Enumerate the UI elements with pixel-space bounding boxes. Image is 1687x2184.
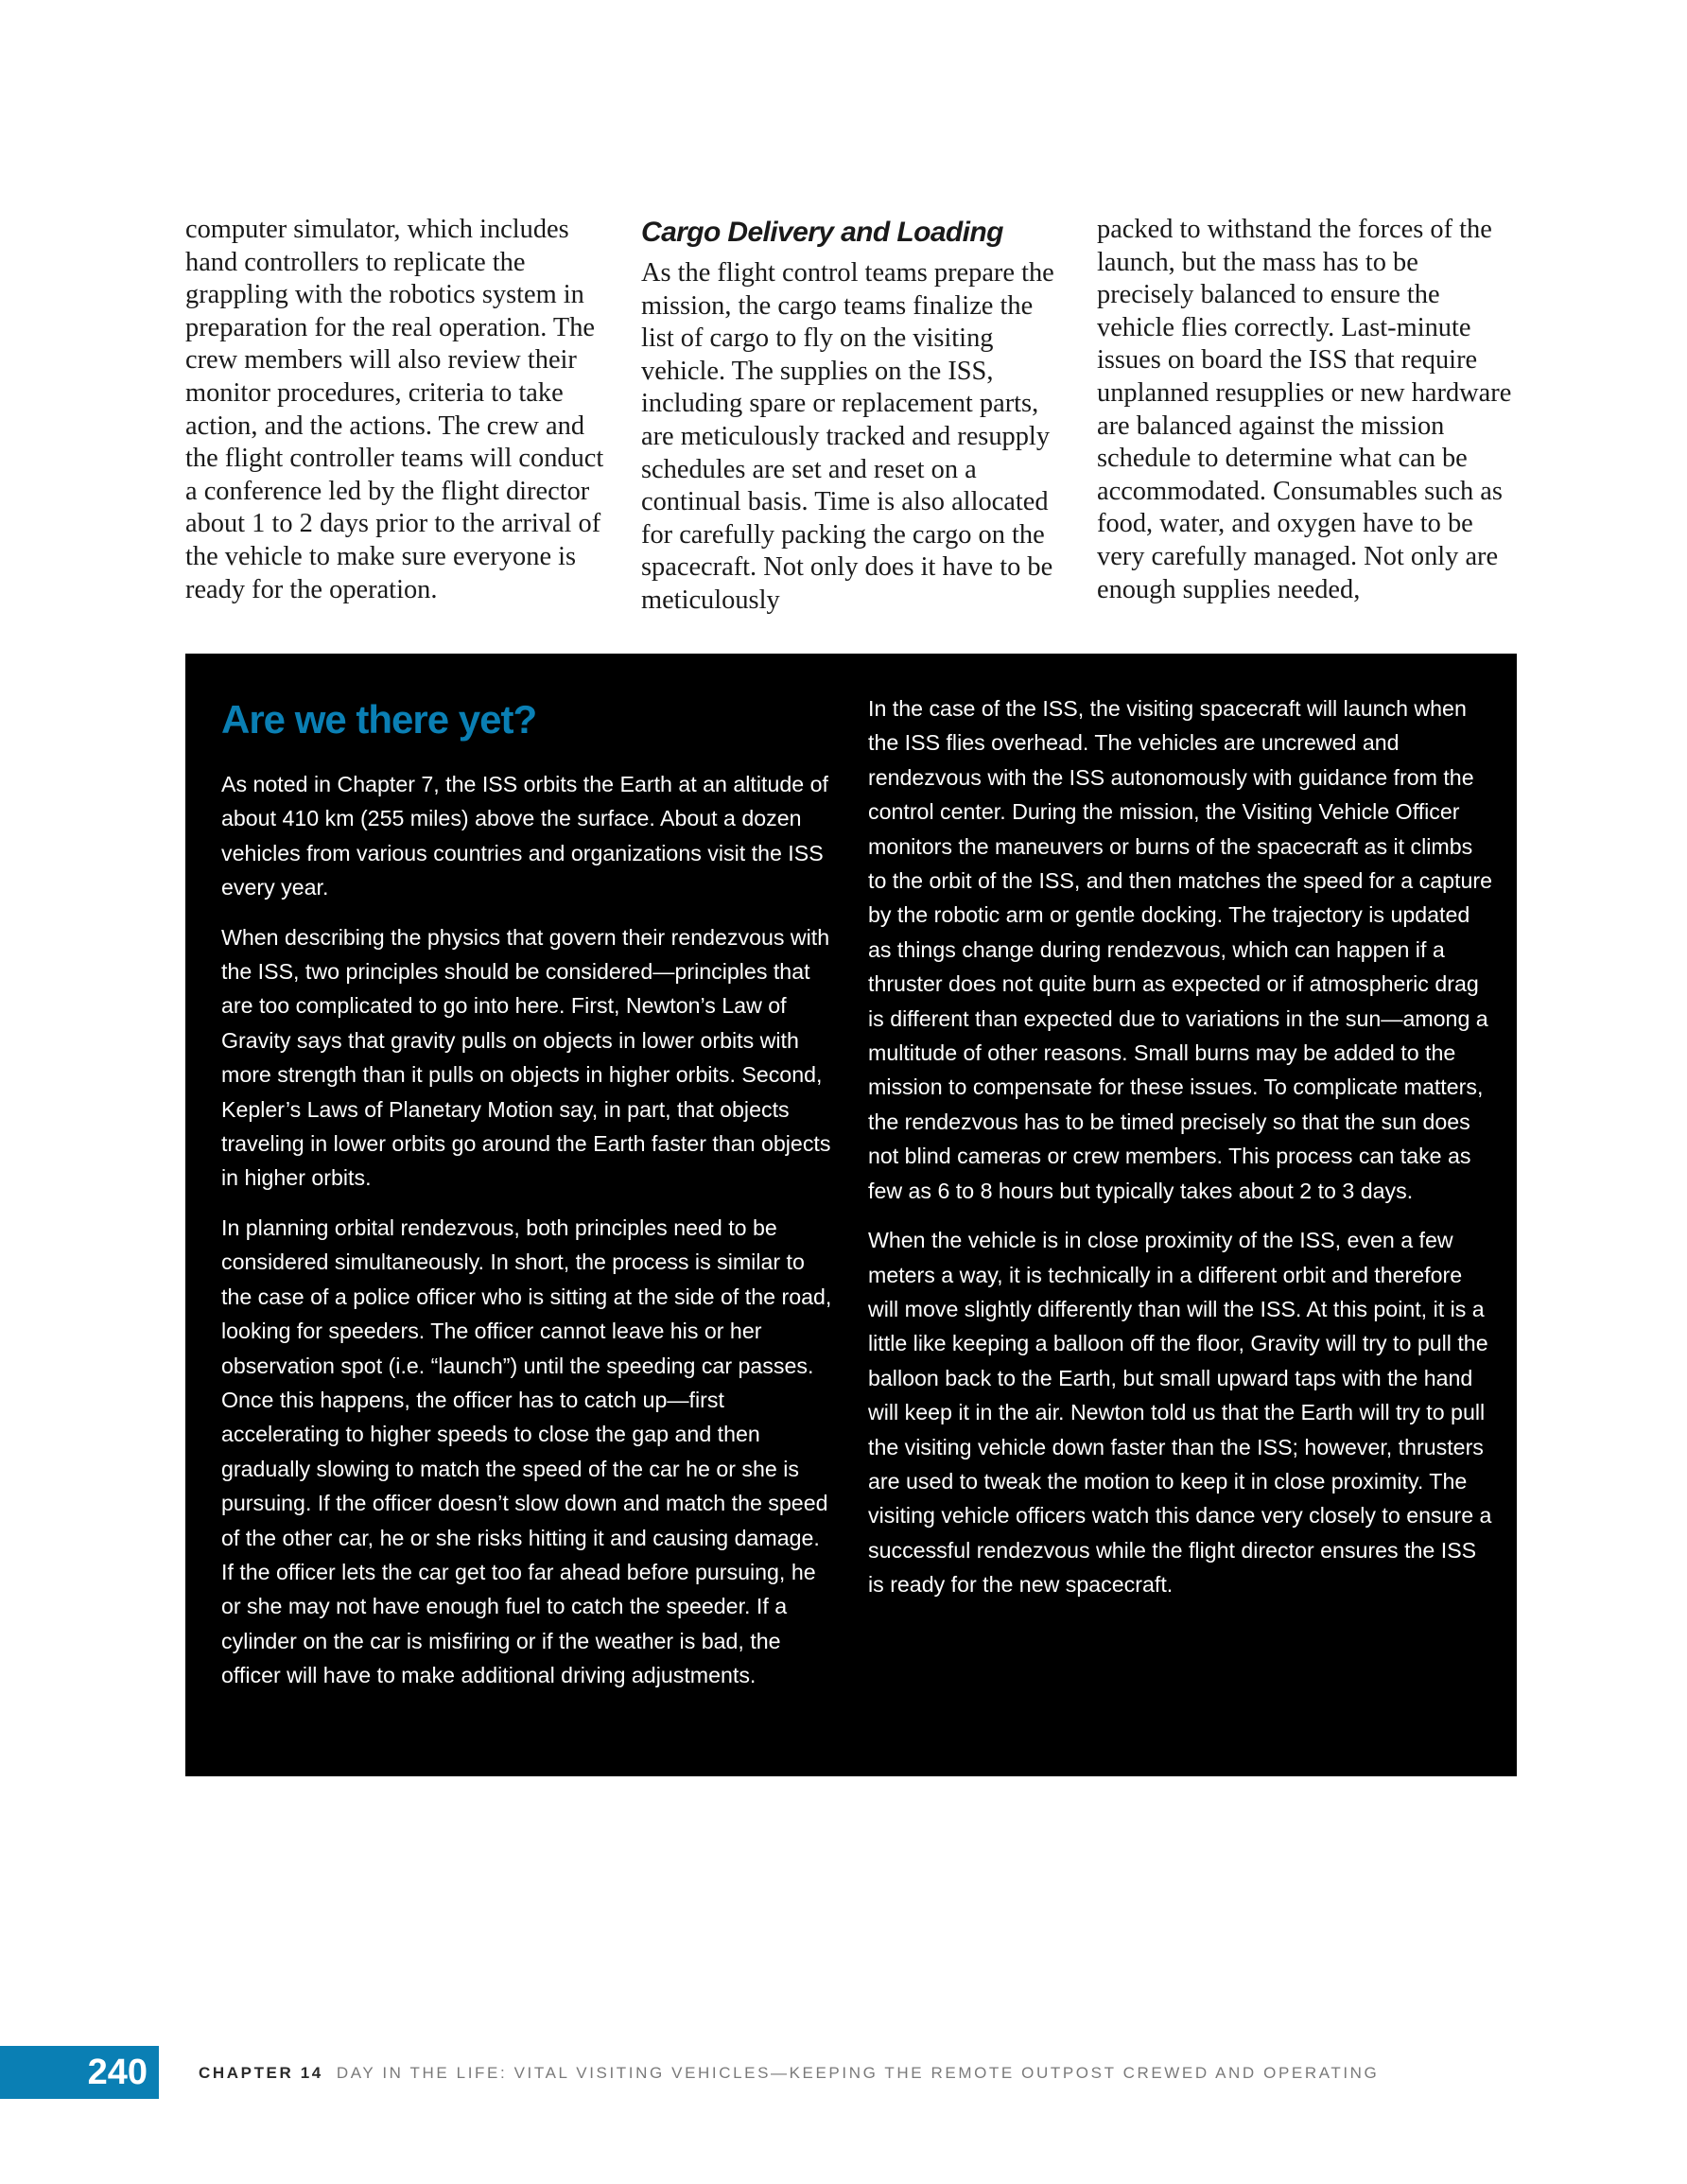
page-number: 240 xyxy=(87,2053,148,2092)
body-column-3 xyxy=(1097,214,1513,606)
chapter-label: CHAPTER 14 xyxy=(199,2064,323,2082)
body-column-2 xyxy=(641,214,1057,618)
sidebar-paragraph: When the vehicle is in close proximity of the ISS, even a few meters a way, it is technically in a different orbit and therefore will move slightly differently than will the ISS. At this point, it is a little like keeping a balloon off the floor, Gravity will try to pull the balloon back to the Earth, but small upward taps with the hand will keep it in the air. Newton told us that the Earth will try to pull the visiting vehicle down faster than the ISS; however, thrusters are used to tweak the motion to keep it in close proximity. The visiting vehicle officers watch this dance very closely to ensure a successful rendezvous while the flight director ensures the ISS is ready for the new spacecraft. xyxy=(868,1228,1492,1598)
sidebar-paragraph: As noted in Chapter 7, the ISS orbits the Earth at an altitude of about 410 km (255 miles) above the surface. About a dozen vehicles from various countries and organizations visit the ISS every year. xyxy=(221,772,828,900)
sidebar-right-column xyxy=(868,691,1492,1617)
body-paragraph: As the flight control teams prepare the mission, the cargo teams finalize the list of cargo to fly on the visiting vehicle. The supplies on the ISS, including spare or replacement parts, are meticulously tracked and resupply schedules are set and reset on a continual basis. Time is also allocated for carefully packing the cargo on the spacecraft. Not only does it have to be meticulously xyxy=(641,258,1054,615)
sidebar-paragraph: When describing the physics that govern their rendezvous with the ISS, two principles should be considered—principles that are too complicated to go into here. First, Newton’s Law of Gravity says that gravity pulls on objects in lower orbits with more strength than it pulls on objects in higher orbits. Second, Kepler’s Laws of Planetary Motion say, in part, that objects traveling in lower orbits go around the Earth faster than objects in higher orbits. xyxy=(221,924,831,1191)
page-number-tab xyxy=(0,2046,159,2099)
sidebar-box xyxy=(185,654,1517,1776)
sidebar-paragraph: In the case of the ISS, the visiting spacecraft will launch when the ISS flies overhead. The vehicles are uncrewed and rendezvous with the ISS autonomously with guidance from the control center. During the mission, the Visiting Vehicle Officer monitors the maneuvers or burns of the spacecraft as it climbs to the orbit of the ISS, and then matches the speed for a capture by the robotic arm or gentle docking. The trajectory is updated as things change during rendezvous, which can happen if a thruster does not quite burn as expected or if atmospheric drag is different than expected due to variations in the sun—among a multitude of other reasons. Small burns may be added to the mission to compensate for these issues. To complicate matters, the rendezvous has to be timed precisely so that the sun does not blind cameras or crew members. This process can take as few as 6 to 8 hours but typically takes about 2 to 3 days. xyxy=(868,696,1492,1203)
section-heading: Cargo Delivery and Loading xyxy=(641,217,1003,248)
running-footer xyxy=(199,2063,1379,2084)
body-paragraph: computer simulator, which includes hand controllers to replicate the grappling with the robotics system in preparation for the real operation. The crew members will also review their monitor procedures, criteria to take action, and the actions. The crew and the flight controller teams will conduct a conference led by the flight director about 1 to 2 days prior to the arrival of the vehicle to make sure everyone is ready for the operation. xyxy=(185,215,604,604)
body-paragraph: packed to withstand the forces of the launch, but the mass has to be precisely balanced to ensure the vehicle flies correctly. Last-minute issues on board the ISS that require unplanned resupplies or new hardware are balanced against the mission schedule to determine what can be accommodated. Consumables such as food, water, and oxygen have to be very carefully managed. Not only are enough supplies needed, xyxy=(1097,215,1512,604)
chapter-title: DAY IN THE LIFE: VITAL VISITING VEHICLES—KEEPING THE REMOTE OUTPOST CREWED AND OPERATING xyxy=(336,2064,1380,2082)
body-column-1 xyxy=(185,214,606,606)
sidebar-left-column xyxy=(221,767,836,1708)
sidebar-title: Are we there yet? xyxy=(221,697,537,742)
sidebar-paragraph: In planning orbital rendezvous, both principles need to be considered simultaneously. In short, the process is similar to the case of a police officer who is sitting at the side of the road, looking for speeders. The officer cannot leave his or her observation spot (i.e. “launch”) until the speeding car passes. Once this happens, the officer has to catch up—first accelerating to higher speeds to close the gap and then gradually slowing to match the speed of the car he or she is pursuing. If the officer doesn’t slow down and match the speed of the other car, he or she risks hitting it and causing damage. If the officer lets the car get too far ahead before pursuing, he or she may not have enough fuel to catch the speeder. If a cylinder on the car is misfiring or if the weather is bad, the officer will have to make additional driving adjustments. xyxy=(221,1214,832,1688)
